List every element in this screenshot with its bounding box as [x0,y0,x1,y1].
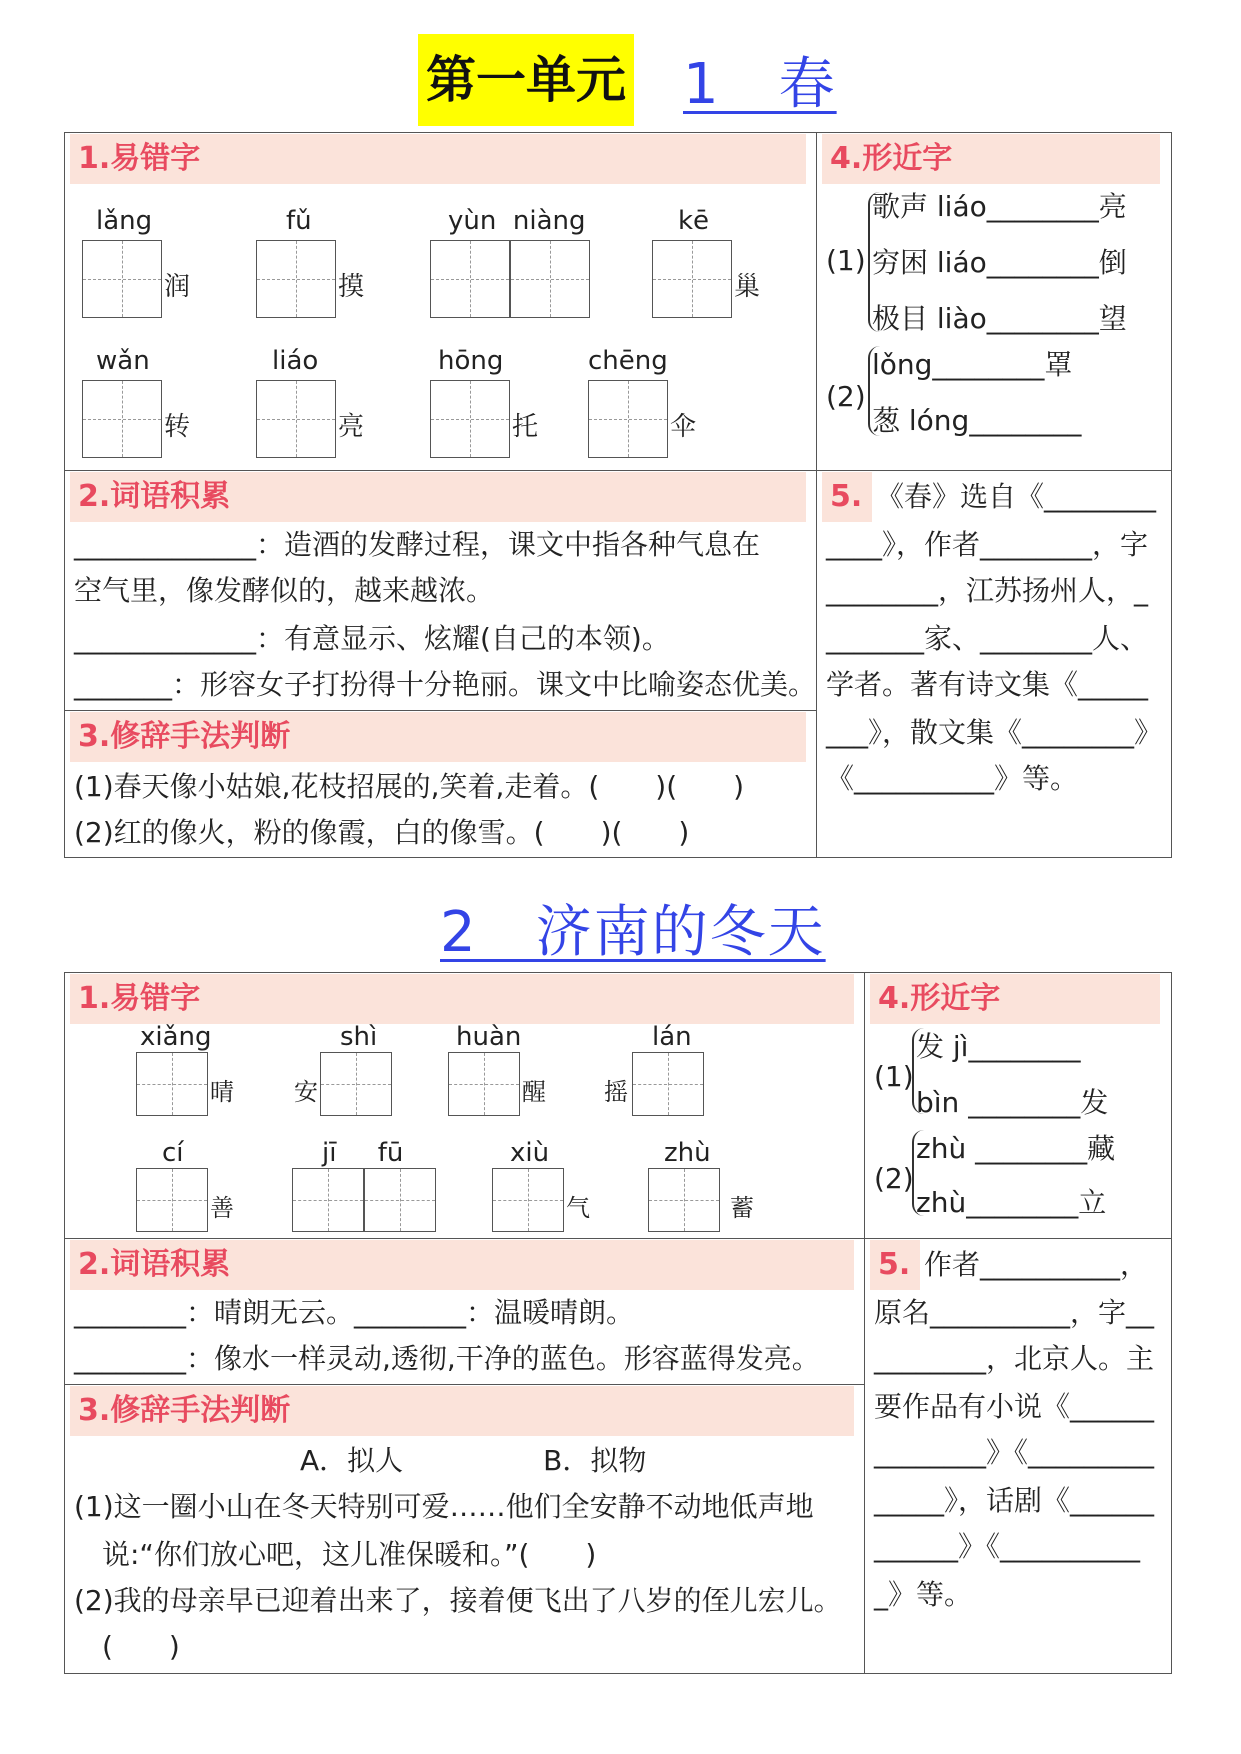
unit-label: 第一单元 [418,34,634,126]
similar-item: bìn ________发 [916,1086,1109,1119]
writing-box[interactable] [256,240,336,318]
rhetoric-options: A．拟人 B．拟物 [300,1444,647,1477]
similar-item: lǒng________罩 [872,348,1073,381]
pinyin: cí [162,1138,184,1168]
group-label: (1) [826,244,866,277]
lesson1-sec5-title: 5. [822,472,872,522]
lesson2-sec4-title: 4.形近字 [870,974,1160,1024]
author-line: _____》，话剧《______ [874,1484,1155,1517]
pinyin: zhù [664,1138,711,1168]
writing-box[interactable] [648,1168,720,1232]
writing-box[interactable] [632,1052,704,1116]
rhetoric-question: (1)这一圈小山在冬天特别可爱……他们全安静不动地低声地 [74,1490,814,1523]
rhetoric-question: 说:“你们放心吧，这儿准保暖和。”( ) [74,1538,597,1571]
writing-box[interactable] [588,380,668,458]
author-line: 《__________》等。 [826,762,1079,795]
author-line: ____》，作者________，字 [826,528,1149,561]
author-line: 《春》选自《________ [876,480,1157,513]
author-line: ________》《_________ [874,1436,1155,1469]
writing-box[interactable] [82,380,162,458]
author-line: 原名__________，字__ [874,1296,1155,1329]
author-line: _》等。 [874,1578,973,1611]
similar-item: 发 jì________ [916,1030,1081,1063]
writing-box[interactable] [448,1052,520,1116]
lesson1-sec2-title: 2.词语积累 [70,472,806,522]
char: 摇 [604,1078,628,1106]
char: 亮 [338,412,365,442]
writing-box[interactable] [256,380,336,458]
pinyin: hōng [438,346,504,376]
vocab-line: _______：形容女子打扮得十分艳丽。课文中比喻姿态优美。 [74,668,817,701]
char: 善 [210,1194,234,1222]
char: 晴 [210,1078,234,1106]
writing-box[interactable] [510,240,590,318]
pinyin: shì [340,1022,378,1052]
vocab-line: ________：像水一样灵动,透彻,干净的蓝色。形容蓝得发亮。 [74,1342,820,1375]
pinyin: fǔ [286,206,312,236]
lesson1-sec1-title: 1.易错字 [70,134,806,184]
lesson1-title: 1 春 [683,52,837,117]
pinyin: yùn niàng [448,206,586,236]
char: 润 [164,272,191,302]
pinyin: huàn [456,1022,522,1052]
pinyin: chēng [588,346,668,376]
lesson2-sec3-title: 3.修辞手法判断 [70,1386,854,1436]
writing-box[interactable] [492,1168,564,1232]
char: 巢 [734,272,761,302]
writing-box[interactable] [136,1168,208,1232]
rhetoric-question: (2)红的像火，粉的像霞，白的像雪。( )( ) [74,816,690,849]
lesson2-title: 2 济南的冬天 [440,900,826,965]
writing-box[interactable] [82,240,162,318]
vocab-line: _____________：造酒的发酵过程，课文中指各种气息在 [74,528,761,561]
pinyin: lán [652,1022,692,1052]
similar-item: zhù________立 [916,1186,1107,1219]
author-line: 学者。著有诗文集《_____ [826,668,1149,701]
vocab-line: _____________：有意显示、炫耀(自己的本领)。 [74,622,670,655]
vocab-line: 空气里，像发酵似的，越来越浓。 [74,574,495,607]
pinyin: xiù [510,1138,550,1168]
rhetoric-question: (2)我的母亲早已迎着出来了，接着便飞出了八岁的侄儿宏儿。 [74,1584,842,1617]
author-line: 作者__________， [924,1248,1149,1281]
char: 摸 [338,272,365,302]
author-line: 要作品有小说《______ [874,1390,1155,1423]
writing-box[interactable] [364,1168,436,1232]
lesson2-sec5-title: 5. [870,1240,920,1290]
char: 气 [566,1194,590,1222]
pinyin: wǎn [96,346,150,376]
char: 转 [164,412,191,442]
pinyin: kē [678,206,710,236]
vocab-line: ________：晴朗无云。________：温暖晴朗。 [74,1296,635,1329]
similar-item: 极目 liào________望 [872,302,1127,335]
similar-item: 歌声 liáo________亮 [872,190,1127,223]
writing-box[interactable] [430,240,510,318]
author-line: ______》《__________ [874,1530,1141,1563]
author-line: ___》，散文集《________》 [826,716,1163,749]
lesson2-sec1-title: 1.易错字 [70,974,854,1024]
similar-item: 葱 lóng________ [872,404,1082,437]
writing-box[interactable] [292,1168,364,1232]
lesson1-sec3-title: 3.修辞手法判断 [70,712,806,762]
writing-box[interactable] [136,1052,208,1116]
lesson1-sec4-title: 4.形近字 [822,134,1160,184]
char: 伞 [670,412,697,442]
writing-box[interactable] [430,380,510,458]
char: 托 [512,412,539,442]
group-label: (1) [874,1060,914,1093]
similar-item: 穷困 liáo________倒 [872,246,1127,279]
author-line: _______家、________人、 [826,622,1149,655]
rhetoric-question: ( ) [74,1630,180,1663]
pinyin: lǎng [96,206,153,236]
char: 蓄 [730,1194,754,1222]
writing-box[interactable] [320,1052,392,1116]
pinyin: xiǎng [140,1022,212,1052]
writing-box[interactable] [652,240,732,318]
group-label: (2) [874,1162,914,1195]
author-line: ________，北京人。主 [874,1342,1155,1375]
rhetoric-question: (1)春天像小姑娘,花枝招展的,笑着,走着。( )( ) [74,770,745,803]
group-label: (2) [826,380,866,413]
lesson2-sec2-title: 2.词语积累 [70,1240,854,1290]
char: 安 [294,1078,318,1106]
pinyin: liáo [272,346,319,376]
char: 醒 [522,1078,546,1106]
similar-item: zhù ________藏 [916,1132,1116,1165]
author-line: ________，江苏扬州人，_ [826,574,1149,607]
pinyin: jī fū [322,1138,404,1168]
